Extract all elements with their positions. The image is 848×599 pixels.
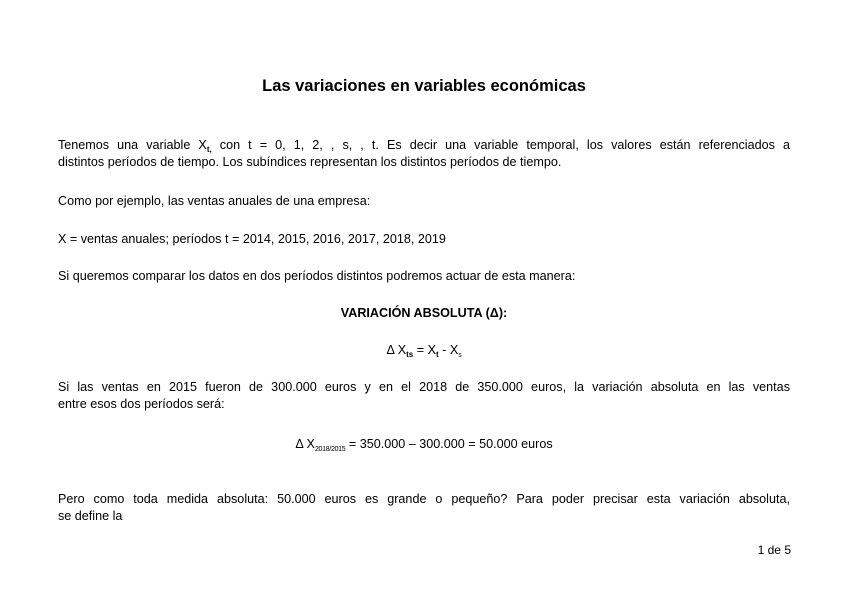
closing-line-2: se define la [58, 509, 123, 523]
intro-text-a: Tenemos una variable X [58, 138, 207, 152]
sales-line-2: entre esos dos períodos será: [58, 397, 225, 411]
intro-paragraph [58, 137, 790, 171]
page-number: 1 de 5 [757, 543, 791, 557]
absolute-variation-formula [0, 342, 848, 359]
formula1-mid: = X [413, 343, 437, 357]
periods-paragraph: X = ventas anuales; períodos t = 2014, 2015, 2016, 2017, 2018, 2019 [58, 232, 446, 246]
formula1-end-subscript: s [458, 352, 462, 359]
intro-line-2: distintos períodos de tiempo. Los subíndices representan los distintos períodos de tiempo. [58, 155, 562, 169]
example-paragraph: Como por ejemplo, las ventas anuales de una empresa: [58, 194, 371, 208]
intro-text-b: con t = 0, 1, 2, , s, , t. Es decir una variable temporal, los valores están referenciados a [211, 138, 790, 152]
formula1-minus: - X [438, 343, 459, 357]
compare-paragraph: Si queremos comparar los datos en dos períodos distintos podremos actuar de esta manera: [58, 269, 576, 283]
formula1-lhs-subscript: ts [406, 350, 414, 359]
intro-line-1 [58, 137, 790, 154]
sales-line-1: Si las ventas en 2015 fueron de 300.000 euros y en el 2018 de 350.000 euros, la variación absoluta en las ventas [58, 380, 790, 394]
example-formula [0, 436, 848, 453]
formula2-lhs: Δ X [295, 437, 315, 451]
document-title: Las variaciones en variables económicas [262, 77, 586, 95]
formula1-lhs: Δ X [386, 343, 407, 357]
closing-line-1: Pero como toda medida absoluta: 50.000 euros es grande o pequeño? Para poder precisar esta variación absoluta, [58, 492, 790, 506]
formula2-lhs-subscript: 2018/2015 [314, 446, 346, 453]
intro-subscript: t, [206, 145, 212, 154]
formula2-rhs: = 350.000 – 300.000 = 50.000 euros [345, 437, 553, 451]
section-heading: VARIACIÓN ABSOLUTA (Δ): [340, 306, 508, 320]
formula1-mid-subscript: t [436, 350, 439, 359]
closing-paragraph [58, 491, 790, 525]
sales-paragraph [58, 379, 790, 413]
